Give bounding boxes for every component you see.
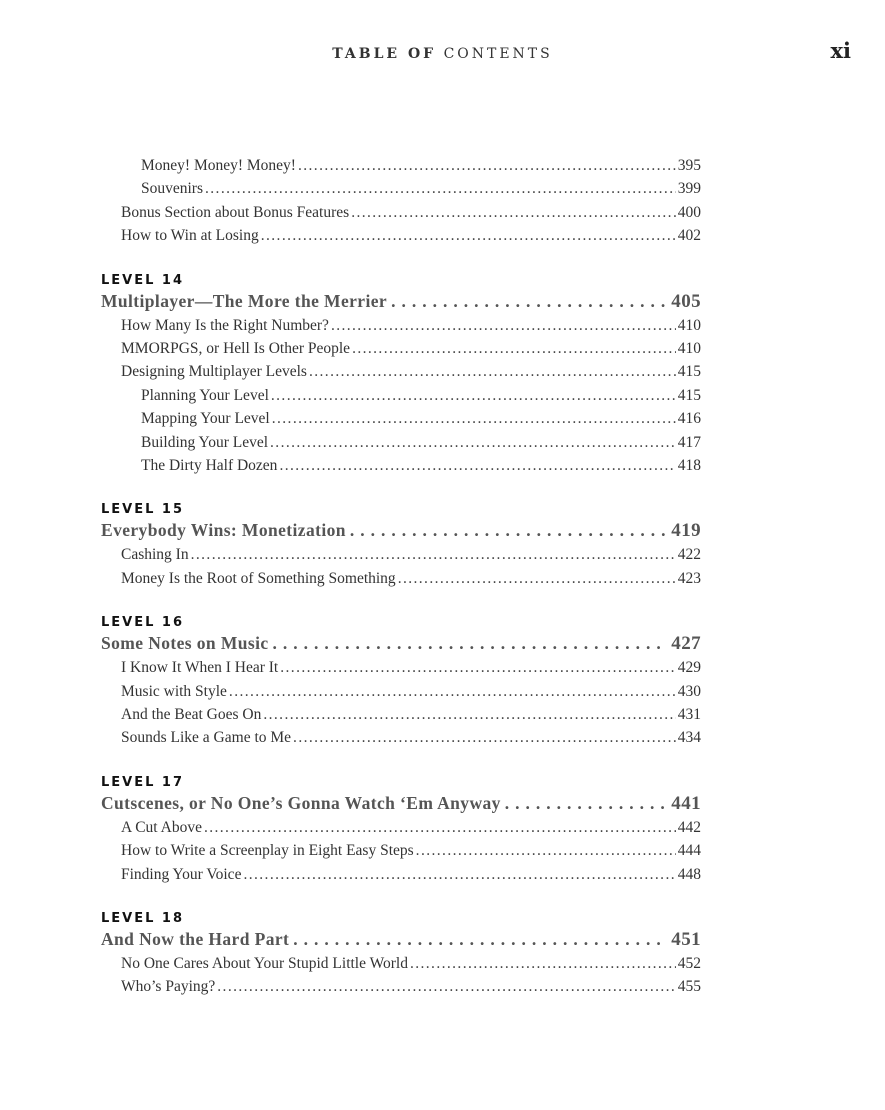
toc-chapter[interactable]: [101, 520, 701, 542]
entry-title: Who’s Paying?: [121, 978, 216, 996]
entry-title: Finding Your Voice: [121, 865, 242, 883]
toc-entry[interactable]: [121, 340, 701, 358]
entry-title: Cashing In: [121, 546, 189, 564]
dot-leader: [331, 317, 676, 335]
toc-entry[interactable]: [141, 434, 701, 452]
entry-page-number: 423: [677, 569, 701, 587]
dot-leader: [263, 706, 675, 724]
entry-page-number: 448: [677, 865, 701, 883]
entry-title: And the Beat Goes On: [121, 706, 262, 723]
entry-title: How to Write a Screenplay in Eight Easy Steps: [121, 842, 414, 860]
level-heading: LEVEL 16: [101, 615, 185, 631]
dot-leader: [505, 793, 668, 814]
dot-leader: [410, 955, 676, 973]
chapter-title: Everybody Wins: Monetization: [101, 520, 346, 541]
entry-page-number: 415: [677, 386, 701, 404]
chapter-page-number: 451: [671, 929, 701, 950]
entry-page-number: 429: [677, 659, 701, 677]
toc-entry[interactable]: [121, 955, 701, 973]
entry-title: I Know It When I Hear It: [121, 659, 279, 677]
entry-title: Designing Multiplayer Levels: [121, 363, 307, 381]
toc-chapter[interactable]: [101, 291, 701, 313]
chapter-title: Some Notes on Music: [101, 633, 269, 654]
entry-title: Money Is the Root of Something Something: [121, 569, 396, 587]
dot-leader: [298, 157, 676, 175]
toc-chapter[interactable]: [101, 929, 701, 951]
entry-page-number: 395: [677, 157, 701, 174]
entry-page-number: 431: [677, 706, 701, 723]
entry-title: Music with Style: [121, 682, 227, 700]
chapter-page-number: 405: [671, 290, 701, 312]
entry-title: Money! Money! Money!: [141, 157, 296, 174]
entry-page-number: 415: [677, 363, 701, 381]
dot-leader: [280, 659, 676, 677]
toc-entry[interactable]: [121, 204, 701, 222]
entry-title: Bonus Section about Bonus Features: [121, 203, 350, 221]
toc-entry[interactable]: [121, 729, 701, 747]
entry-page-number: 455: [677, 978, 701, 996]
entry-title: No One Cares About Your Stupid Little World: [121, 955, 408, 972]
toc-entry[interactable]: [141, 157, 701, 175]
entry-title: A Cut Above: [121, 818, 202, 836]
entry-title: The Dirty Half Dozen: [141, 457, 278, 474]
chapter-page-number: 427: [671, 633, 701, 655]
entry-title: How Many Is the Right Number?: [121, 316, 329, 334]
dot-leader: [398, 570, 676, 588]
entry-page-number: 402: [677, 227, 701, 245]
dot-leader: [293, 729, 676, 747]
dot-leader: [191, 546, 676, 564]
toc-entry[interactable]: [121, 570, 701, 588]
entry-page-number: 444: [677, 842, 701, 860]
toc-entry[interactable]: [121, 683, 701, 701]
dot-leader: [309, 363, 676, 381]
entry-title: MMORPGS, or Hell Is Other People: [121, 340, 351, 357]
entry-title: Building Your Level: [141, 433, 269, 451]
entry-title: Sounds Like a Game to Me: [121, 729, 292, 747]
entry-page-number: 399: [677, 180, 701, 198]
dot-leader: [352, 340, 676, 358]
level-heading: LEVEL 14: [101, 272, 185, 288]
entry-page-number: 434: [677, 729, 701, 747]
entry-page-number: 430: [677, 682, 701, 700]
chapter-title: And Now the Hard Part: [101, 929, 290, 949]
dot-leader: [273, 633, 668, 654]
dot-leader: [204, 819, 676, 837]
page-number: xi: [830, 38, 851, 63]
dot-leader: [350, 520, 667, 541]
entry-page-number: 410: [677, 340, 701, 357]
entry-page-number: 422: [677, 546, 701, 564]
entry-page-number: 418: [677, 457, 701, 474]
entry-page-number: 417: [677, 433, 701, 451]
toc-entry[interactable]: [121, 706, 701, 724]
dot-leader: [229, 683, 676, 701]
chapter-title: Multiplayer—The More the Merrier: [101, 290, 388, 311]
dot-leader: [271, 387, 676, 405]
entry-title: How to Win at Losing: [121, 227, 259, 245]
toc-entry[interactable]: [121, 317, 701, 335]
level-heading: LEVEL 15: [101, 502, 185, 518]
toc-entry[interactable]: [121, 546, 701, 564]
toc-entry[interactable]: [121, 866, 701, 884]
toc-entry[interactable]: [121, 227, 701, 245]
dot-leader: [270, 434, 676, 452]
dot-leader: [217, 978, 675, 996]
level-heading: LEVEL 18: [101, 911, 185, 926]
entry-title: Souvenirs: [141, 180, 203, 198]
toc-chapter[interactable]: [101, 633, 701, 655]
toc-entry[interactable]: [141, 180, 701, 198]
toc-chapter[interactable]: [101, 793, 701, 815]
entry-page-number: 400: [677, 203, 701, 221]
dot-leader: [416, 842, 676, 860]
dot-leader: [272, 410, 676, 428]
toc-entry[interactable]: [141, 457, 701, 475]
dot-leader: [243, 866, 675, 884]
dot-leader: [351, 204, 676, 222]
dot-leader: [391, 291, 667, 312]
toc-entry[interactable]: [141, 387, 701, 405]
dot-leader: [279, 457, 675, 475]
dot-leader: [261, 227, 676, 245]
dot-leader: [205, 180, 676, 198]
entry-title: Mapping Your Level: [141, 410, 270, 428]
entry-page-number: 416: [677, 410, 701, 428]
chapter-title: Cutscenes, or No One’s Gonna Watch ‘Em Anyway: [101, 792, 501, 813]
toc-entry[interactable]: [121, 819, 701, 837]
level-heading: LEVEL 17: [101, 774, 185, 790]
toc-entry[interactable]: [141, 410, 701, 428]
toc-entry[interactable]: [121, 842, 701, 860]
entry-page-number: 442: [677, 818, 701, 836]
entry-page-number: 410: [677, 316, 701, 334]
toc-entry[interactable]: [121, 978, 701, 996]
running-head-rest: CONTENTS: [443, 46, 553, 62]
running-head-bold: TABLE OF: [332, 46, 437, 62]
toc-entry[interactable]: [121, 363, 701, 381]
chapter-page-number: 419: [671, 520, 701, 542]
entry-page-number: 452: [677, 955, 701, 972]
toc-entry[interactable]: [121, 659, 701, 677]
dot-leader: [293, 929, 667, 950]
chapter-page-number: 441: [671, 792, 701, 814]
entry-title: Planning Your Level: [141, 386, 269, 404]
